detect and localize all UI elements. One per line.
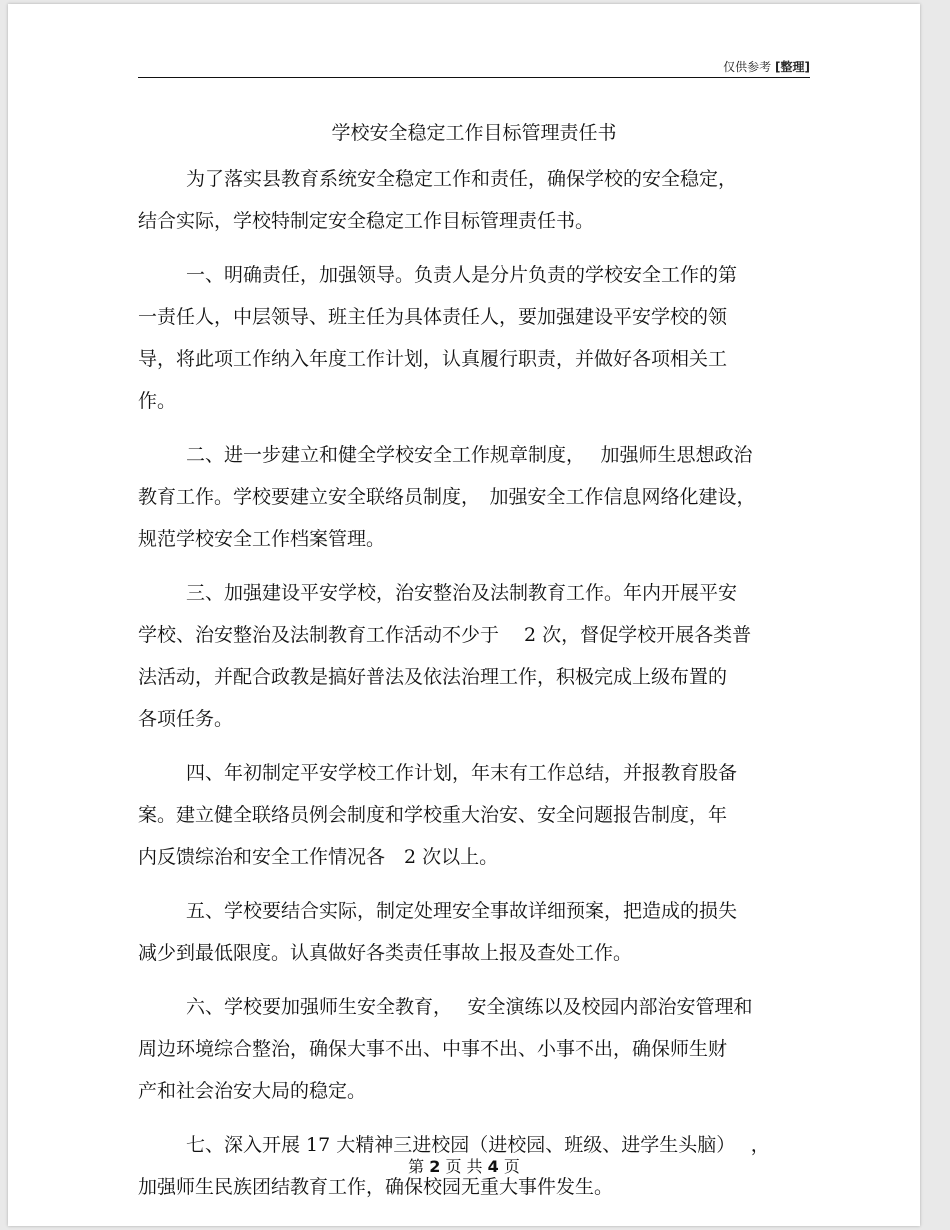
paragraph <box>138 890 810 974</box>
paragraph-line: 结合实际，学校特制定安全稳定工作目标管理责任书。 <box>138 210 595 232</box>
paragraph-line: 内反馈综治和安全工作情况各 2 次以上。 <box>138 846 499 868</box>
paragraph-line: 案。建立健全联络员例会制度和学校重大治安、安全问题报告制度，年 <box>138 804 728 826</box>
paragraph-line: 二、进一步建立和健全学校安全工作规章制度， 加强师生思想政治 <box>186 444 753 466</box>
document-title: 学校安全稳定工作目标管理责任书 <box>331 122 617 144</box>
footer-prefix: 第 <box>408 1157 425 1176</box>
paragraph-line: 三、加强建设平安学校，治安整治及法制教育工作。年内开展平安 <box>186 582 738 604</box>
paragraph-line: 规范学校安全工作档案管理。 <box>138 528 386 550</box>
paragraph-line: 周边环境综合整治，确保大事不出、中事不出、小事不出，确保师生财 <box>138 1038 728 1060</box>
paragraph-line: 一责任人，中层领导、班主任为具体责任人，要加强建设平安学校的领 <box>138 306 728 328</box>
page-header <box>723 58 810 75</box>
paragraph-line: 一、明确责任，加强领导。负责人是分片负责的学校安全工作的第 <box>186 264 738 286</box>
header-label: 仅供参考 <box>723 60 772 74</box>
paragraph-line: 法活动，并配合政教是搞好普法及依法治理工作，积极完成上级布置的 <box>138 666 728 688</box>
paragraph-line: 教育工作。学校要建立安全联络员制度， 加强安全工作信息网络化建设， <box>138 486 756 508</box>
document-page <box>8 4 920 1226</box>
paragraph-line: 五、学校要结合实际，制定处理安全事故详细预案，把造成的损失 <box>186 900 738 922</box>
paragraph-line: 减少到最低限度。认真做好各类责任事故上报及查处工作。 <box>138 942 633 964</box>
paragraph-line: 为了落实县教育系统安全稳定工作和责任，确保学校的安全稳定， <box>186 168 738 190</box>
paragraph-line: 各项任务。 <box>138 708 234 730</box>
paragraph-line: 产和社会治安大局的稳定。 <box>138 1080 367 1102</box>
paragraph <box>138 158 810 242</box>
header-tag: [整理] <box>775 60 810 74</box>
current-page-number: 2 <box>429 1157 441 1176</box>
paragraph <box>138 254 810 422</box>
paragraph <box>138 752 810 878</box>
paragraph-line: 六、学校要加强师生安全教育， 安全演练以及校园内部治安管理和 <box>186 996 753 1018</box>
page-footer <box>8 1154 920 1177</box>
total-pages-number: 4 <box>487 1157 499 1176</box>
paragraph <box>138 434 810 560</box>
header-divider <box>138 77 810 78</box>
footer-suffix: 页 <box>503 1157 520 1176</box>
paragraph-line: 导，将此项工作纳入年度工作计划，认真履行职责，并做好各项相关工 <box>138 348 728 370</box>
paragraph <box>138 986 810 1112</box>
paragraph-line: 作。 <box>138 390 177 412</box>
paragraph-line: 学校、治安整治及法制教育工作活动不少于 2 次，督促学校开展各类普 <box>138 624 752 646</box>
document-body <box>138 158 810 1220</box>
paragraph-line: 四、年初制定平安学校工作计划，年末有工作总结，并报教育股备 <box>186 762 738 784</box>
paragraph-line: 七、深入开展 17 大精神三进校园（进校园、班级、进学生头脑） ， <box>186 1134 770 1156</box>
footer-middle: 页 共 <box>445 1157 483 1176</box>
paragraph-line: 加强师生民族团结教育工作，确保校园无重大事件发生。 <box>138 1176 614 1198</box>
paragraph <box>138 572 810 740</box>
